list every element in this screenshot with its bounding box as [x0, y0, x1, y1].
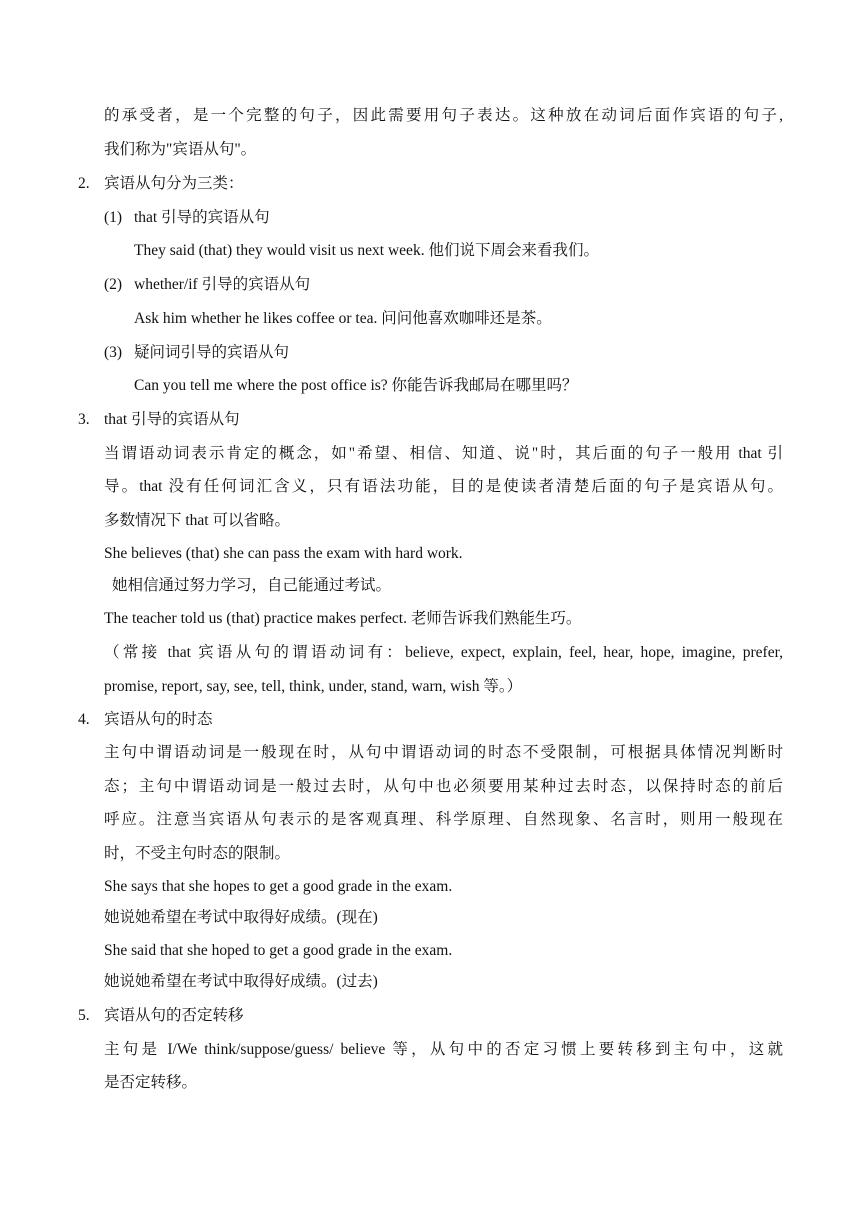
- section-3-paragraph-line-3: 多数情况下 that 可以省略。: [104, 512, 290, 529]
- section-3-note-line-2: promise, report, say, see, tell, think, under, stand, warn, wish 等。）: [104, 678, 523, 695]
- section-3-title: that 引导的宾语从句: [104, 411, 240, 428]
- section-4-paragraph-line-4: 时，不受主句时态的限制。: [104, 845, 291, 862]
- item-1-title: that 引导的宾语从句: [134, 209, 270, 226]
- section-2-number: 2.: [78, 175, 90, 192]
- item-2-example: Ask him whether he likes coffee or tea. 问问他喜欢咖啡还是茶。: [134, 310, 552, 327]
- item-3-title: 疑问词引导的宾语从句: [134, 344, 290, 361]
- item-1-number: (1): [104, 209, 123, 226]
- intro-line-1: 的承受者，是一个完整的句子，因此需要用句子表达。这种放在动词后面作宾语的句子,: [104, 107, 783, 124]
- section-5-number: 5.: [78, 1007, 90, 1024]
- intro-line-2: 我们称为"宾语从句"。: [104, 141, 257, 158]
- section-4-number: 4.: [78, 711, 90, 728]
- section-4-paragraph-line-2: 态；主句中谓语动词是一般过去时，从句中也必须要用某种过去时态，以保持时态的前后: [104, 778, 783, 795]
- section-3-paragraph-line-1: 当谓语动词表示肯定的概念，如"希望、相信、知道、说"时，其后面的句子一般用 that 引: [104, 445, 783, 462]
- section-4-paragraph-line-3: 呼应。注意当宾语从句表示的是客观真理、科学原理、自然现象、名言时，则用一般现在: [104, 811, 783, 828]
- section-3-example-1-translation: 她相信通过努力学习，自己能通过考试。: [112, 577, 392, 594]
- item-2-number: (2): [104, 276, 123, 293]
- section-4-paragraph-line-1: 主句中谓语动词是一般现在时，从句中谓语动词的时态不受限制，可根据具体情况判断时: [104, 744, 783, 761]
- section-3-example-1: She believes (that) she can pass the exam with hard work.: [104, 545, 463, 562]
- section-3-example-2: The teacher told us (that) practice makes perfect. 老师告诉我们熟能生巧。: [104, 610, 582, 627]
- section-4-example-1: She says that she hopes to get a good grade in the exam.: [104, 878, 453, 895]
- item-2-title: whether/if 引导的宾语从句: [134, 276, 311, 293]
- section-2-title: 宾语从句分为三类：: [104, 175, 244, 192]
- section-3-note-line-1: （常接 that 宾语从句的谓语动词有：believe, expect, explain, feel, hear, hope, imagine, prefer,: [104, 644, 783, 661]
- section-3-number: 3.: [78, 411, 90, 428]
- item-3-example: Can you tell me where the post office is? 你能告诉我邮局在哪里吗？: [134, 377, 578, 394]
- section-3-paragraph-line-2: 导。that 没有任何词汇含义，只有语法功能，目的是使读者清楚后面的句子是宾语从句。: [104, 478, 783, 495]
- section-4-example-2-translation: 她说她希望在考试中取得好成绩。(过去): [104, 973, 378, 990]
- section-4-title: 宾语从句的时态: [104, 711, 213, 728]
- item-1-example: They said (that) they would visit us next week. 他们说下周会来看我们。: [134, 242, 599, 259]
- section-5-title: 宾语从句的否定转移: [104, 1007, 244, 1024]
- section-5-paragraph-line-1: 主句是 I/We think/suppose/guess/ believe 等，从句中的否定习惯上要转移到主句中，这就: [104, 1041, 783, 1058]
- item-3-number: (3): [104, 344, 123, 361]
- section-4-example-2: She said that she hoped to get a good grade in the exam.: [104, 942, 453, 959]
- section-5-paragraph-line-2: 是否定转移。: [104, 1074, 198, 1091]
- section-4-example-1-translation: 她说她希望在考试中取得好成绩。(现在): [104, 909, 378, 926]
